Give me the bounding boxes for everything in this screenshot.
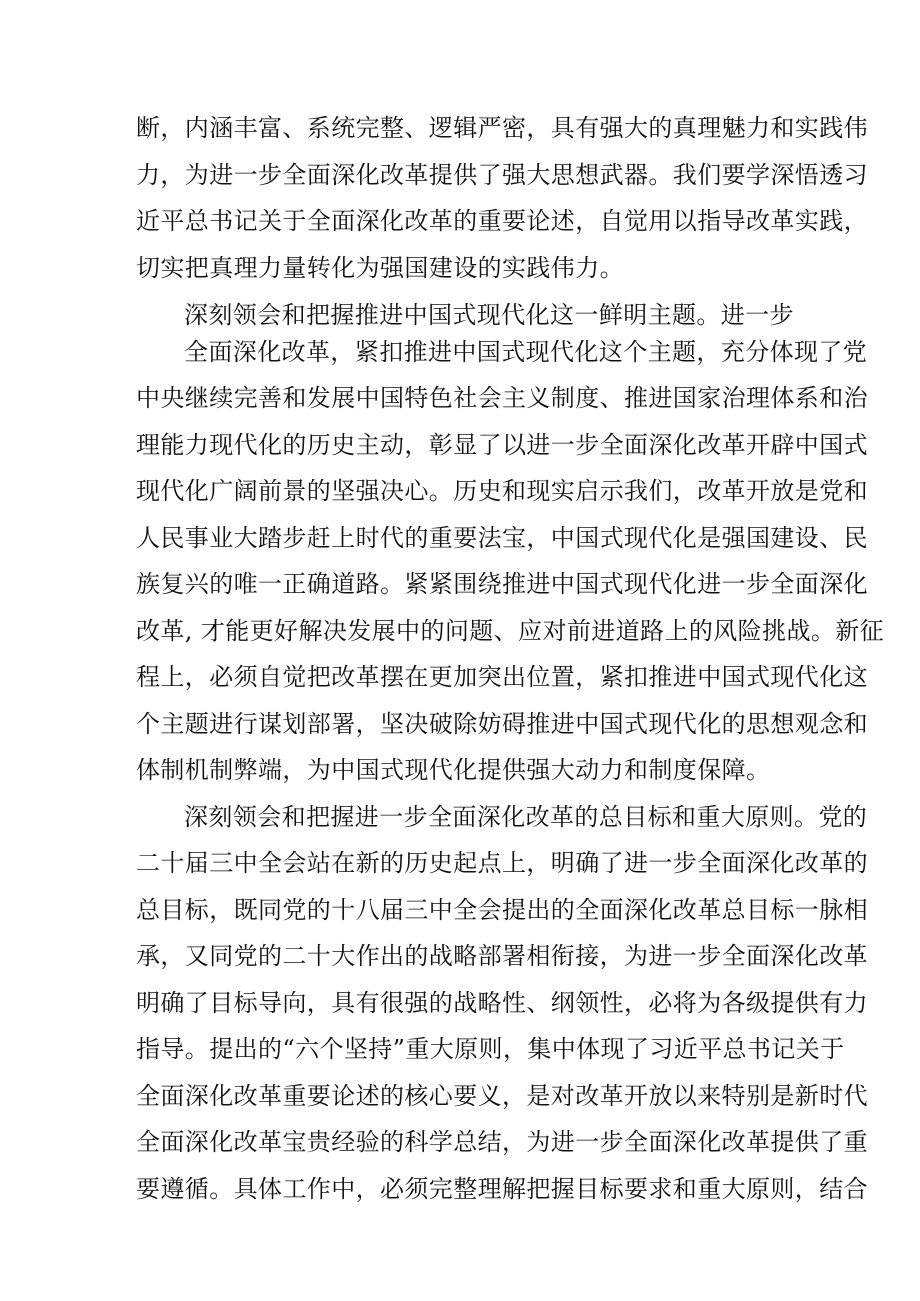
text-line: 断，内涵丰富、系统完整、逻辑严密，具有强大的真理魅力和实践伟 [136,114,868,142]
text-line: 中央继续完善和发展中国特色社会主义制度、推进国家治理体系和治 [136,384,868,412]
text-line: 族复兴的唯一正确道路。紧紧围绕推进中国式现代化进一步全面深化 [136,570,868,598]
text-line: 切实把真理力量转化为强国建设的实践伟力。 [136,254,624,282]
text-line: 程上，必须自觉把改革摆在更加突出位置，紧扣推进中国式现代化这 [136,663,868,691]
text-line: 体制机制弊端，为中国式现代化提供强大动力和制度保障。 [136,756,771,784]
text-line: 全面深化改革，紧扣推进中国式现代化这个主题，充分体现了党 [184,338,868,366]
text-line: 要遵循。具体工作中，必须完整理解把握目标要求和重大原则，结合 [136,1175,868,1203]
text-line: 力，为进一步全面深化改革提供了强大思想武器。我们要学深悟透习 [136,161,868,189]
text-line: 改革, 才能更好解决发展中的问题、应对前进道路上的风险挑战。新征 [136,617,885,645]
text-line: 二十届三中全会站在新的历史起点上，明确了进一步全面深化改革的 [136,849,868,877]
text-line: 深刻领会和把握推进中国式现代化这一鲜明主题。进一步 [184,301,794,329]
text-line: 深刻领会和把握进一步全面深化改革的总目标和重大原则。党的 [184,803,868,831]
text-line: 全面深化改革重要论述的核心要义，是对改革开放以来特别是新时代 [136,1082,868,1110]
text-line: 个主题进行谋划部署，坚决破除妨碍推进中国式现代化的思想观念和 [136,710,868,738]
text-line: 理能力现代化的历史主动，彰显了以进一步全面深化改革开辟中国式 [136,431,868,459]
text-line: 近平总书记关于全面深化改革的重要论述，自觉用以指导改革实践， [136,207,868,235]
text-line: 承，又同党的二十大作出的战略部署相衔接，为进一步全面深化改革 [136,942,868,970]
text-line: 指导。提出的“六个坚持”重大原则，集中体现了习近平总书记关于 [136,1035,845,1063]
text-line: 人民事业大踏步赶上时代的重要法宝，中国式现代化是强国建设、民 [136,524,868,552]
text-line: 现代化广阔前景的坚强决心。历史和现实启示我们，改革开放是党和 [136,477,868,505]
text-line: 全面深化改革宝贵经验的科学总结，为进一步全面深化改革提供了重 [136,1128,868,1156]
text-line: 明确了目标导向，具有很强的战略性、纲领性，必将为各级提供有力 [136,989,868,1017]
text-line: 总目标，既同党的十八届三中全会提出的全面深化改革总目标一脉相 [136,896,868,924]
